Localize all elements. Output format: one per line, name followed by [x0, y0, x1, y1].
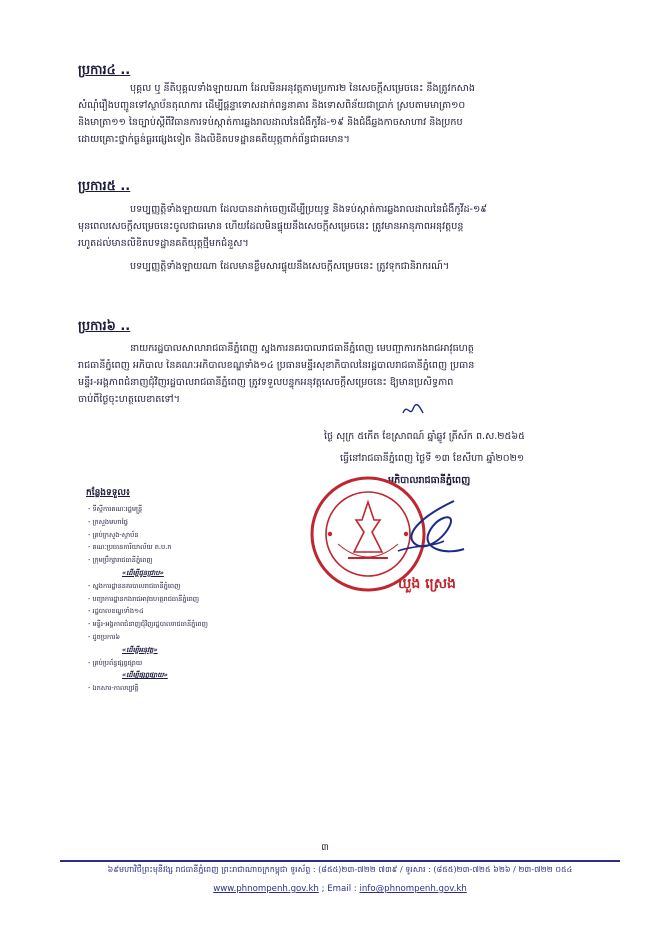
- lunar-date: ថ្ងៃ សុក្រ ៥កើត ខែស្រាពណ៍ ឆ្នាំឆ្លូវ ត្រីស័ក ព.ស.២៥៦៥: [324, 431, 525, 442]
- signatory-title: អភិបាលរាជធានីភ្នំពេញ: [388, 475, 471, 486]
- cc-group-heading: «ដើម្បីជូនជ្រាប»: [122, 568, 164, 577]
- email-prefix: ; Email :: [321, 884, 357, 894]
- article-5-repeal-line: បទប្បញ្ញត្តិទាំងឡាយណា ដែលមានខ្លឹមសារផ្ទុយនឹងសេចក្តីសម្រេចនេះ ត្រូវទុកជានិរាករណ៍។: [130, 261, 450, 272]
- cc-item: - មន្ទីរ-អង្គភាពជំនាញជុំវិញរដ្ឋបាលរាជធានីភ្នំពេញ: [88, 618, 328, 631]
- footer-address: ៦៩មហាវិថីព្រះមុនីវង្ស រាជធានីភ្នំពេញ ព្រះរាជាណាចក្រកម្ពុជា ទូរស័ព្ទ : (៨៥៥)២៣-៧២២ ៧៣៩ / ទូរសារ : (៨៥៥)២៣-៧២៥ ៦២៦ / ២៣-៧២២ ០៥៤: [107, 865, 573, 874]
- article-6-line: ចាប់ពីថ្ងៃចុះហត្ថលេខាតទៅ។: [78, 394, 180, 405]
- cc-item: - ឯកសារ-កាលប្បវត្តិ: [88, 682, 328, 695]
- article-5-heading: ប្រការ៥ ..: [78, 179, 131, 194]
- article-4-line: និងមាត្រា១១ នៃច្បាប់ស្តីពីវិធានការទប់ស្កាត់ការឆ្លងរាលដាលនៃជំងឺកូវីដ-១៩ និងជំងឺឆ្លងកាចសាហាវ និងប្រកប: [78, 117, 463, 128]
- article-4-line: សំណុំរឿងបញ្ជូនទៅស្ថាប័នតុលាការ ដើម្បីផ្តន្ទាទោសដាក់ពន្ធនាគារ និងទោសពិន័យជាប្រាក់ ស្របតាមមាត្រា១០: [78, 100, 466, 111]
- cc-item: - រដ្ឋបាលខណ្ឌទាំង១៤: [88, 605, 328, 618]
- article-5-line: មុនពេលសេចក្តីសម្រេចនេះចូលជាធរមាន ហើយដែលមិនផ្ទុយនឹងសេចក្តីសម្រេចនេះ ត្រូវមានអានុភាពអនុវត្តបន្ត: [78, 221, 464, 232]
- solar-date: ធ្វើនៅរាជធានីភ្នំពេញ ថ្ងៃទី ១៣ ខែសីហា ឆ្នាំ២០២១: [340, 453, 525, 464]
- cc-item: - បញ្ជាការដ្ឋានកងរាជអាវុធហត្ថរាជធានីភ្នំពេញ: [88, 593, 328, 606]
- article-6-heading: ប្រការ៦ ..: [78, 319, 131, 334]
- cc-item: - ដូចប្រការ៦: [88, 631, 328, 644]
- cc-group-heading: «ដើម្បីអនុវត្ត»: [122, 645, 158, 654]
- cc-title: កន្លែងទទួល៖: [86, 488, 130, 498]
- cc-list: [88, 503, 328, 695]
- article-6-line: មន្ទីរ-អង្គភាពជំនាញជុំវិញរដ្ឋបាលរាជធានីភ្នំពេញ ត្រូវទទួលបន្ទុកអនុវត្តសេចក្តីសម្រេចនេះ ឱ្យមានប្រសិទ្ធភាព: [78, 377, 454, 388]
- article-6-line: រាជធានីភ្នំពេញ អភិបាល នៃគណៈអភិបាលខណ្ឌទាំង១៤ ប្រធានមន្ទីរសុខាភិបាលនៃរដ្ឋបាលរាជធានីភ្នំពេញ ប្រធាន: [78, 360, 475, 371]
- article-5-line: បទប្បញ្ញត្តិទាំងឡាយណា ដែលបានដាក់ចេញដើម្បីប្រយុទ្ធ និងទប់ស្កាត់ការឆ្លងរាលដាលនៃជំងឺកូវីដ-១៩: [130, 204, 488, 215]
- cc-item: - គណៈប្រធានការិយាល័យ ត.ប.ក: [88, 541, 328, 554]
- cc-item: - ទីស្តីការគណៈរដ្ឋមន្ត្រី: [88, 503, 328, 516]
- cc-item: - គ្រប់ប្រព័ន្ធផ្សព្វផ្សាយ: [88, 657, 328, 670]
- article-4-text: [78, 80, 578, 148]
- article-5-text: [78, 201, 578, 275]
- article-4-line: បុគ្គល ឬ នីតិបុគ្គលទាំងឡាយណា ដែលមិនអនុវត្តតាមប្រការ២ នៃសេចក្តីសម្រេចនេះ នឹងត្រូវកសាង: [130, 83, 475, 94]
- footer-divider: [60, 860, 620, 862]
- article-4-heading: ប្រការ៤ ..: [78, 63, 131, 78]
- article-6-line: នាយករដ្ឋបាលសាលារាជធានីភ្នំពេញ ស្នងការនគរបាលរាជធានីភ្នំពេញ មេបញ្ជាការកងរាជអាវុធហត្ថ: [130, 343, 474, 354]
- cc-item: - ស្នងការដ្ឋាននគរបាលរាជធានីភ្នំពេញ: [88, 580, 328, 593]
- page-number: ៣: [321, 843, 329, 853]
- article-6-text: [78, 340, 578, 408]
- signature-icon: [384, 495, 474, 565]
- footer-contacts: [60, 884, 620, 894]
- cc-group-heading: «ដើម្បីផ្សព្វផ្សាយ»: [122, 671, 168, 680]
- cc-item: - គ្រប់ក្រសួង-ស្ថាប័ន: [88, 529, 328, 542]
- article-5-line: រហូតដល់មានលិខិតបទដ្ឋានគតិយុត្តថ្មីមកជំនួស។: [78, 238, 249, 249]
- cc-item: - ក្រសួងមហាផ្ទៃ: [88, 516, 328, 529]
- article-4-line: ដោយគ្រោះថ្នាក់ធ្ងន់ធ្ងរផ្សេងទៀត និងលិខិតបទដ្ឋានគតិយុត្តពាក់ព័ន្ធជាធរមាន។: [78, 134, 350, 145]
- website-link[interactable]: www.phnompenh.gov.kh: [213, 884, 319, 894]
- initial-mark-icon: [401, 401, 425, 419]
- cc-item: - ក្រុមប្រឹក្សារាជធានីភ្នំពេញ: [88, 554, 328, 567]
- governor-name: ឃួង ស្រេង: [398, 576, 456, 592]
- email-link[interactable]: info@phnompenh.gov.kh: [359, 884, 467, 894]
